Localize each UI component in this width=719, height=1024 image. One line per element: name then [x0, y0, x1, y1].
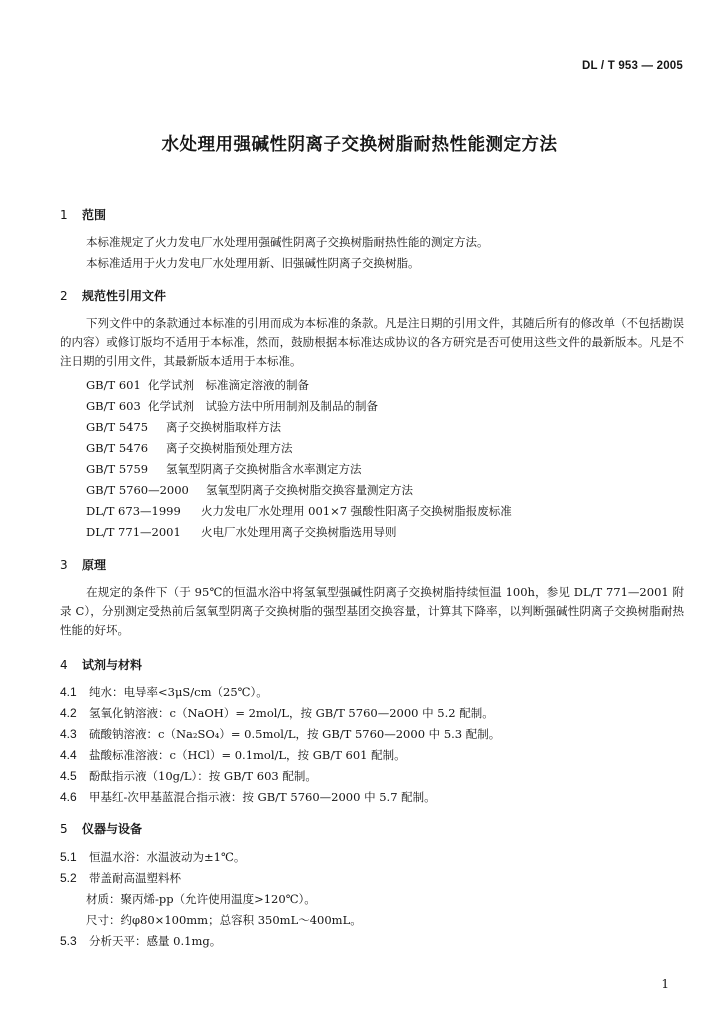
- section-number: 3: [60, 558, 68, 572]
- item-text: 酚酞指示液（10g/L）：按 GB/T 603 配制。: [89, 769, 317, 783]
- paragraph-text: 在规定的条件下（于 95℃的恒温水浴中将氢氧型强碱性阴离子交换树脂持续恒温 100h，参见 DL/T 771—2001 附录 C），分别测定受热前后氢氧型阴离子交换树脂的强型基团交换容量，计算其下降率，以判断强碱性阴离子交换树脂耐热性能的好坏。: [60, 585, 684, 637]
- item-text: 分析天平：感量 0.1mg。: [89, 934, 222, 948]
- section-4-heading: [60, 656, 142, 673]
- reference-title: 离子交换树脂取样方法: [166, 420, 281, 434]
- section-title: 原理: [82, 558, 107, 572]
- reference-title: 火力发电厂水处理用 001×7 强酸性阳离子交换树脂报废标准: [201, 504, 512, 518]
- reagent-item: [60, 789, 436, 805]
- reference-item: [86, 524, 397, 540]
- item-number: 4.1: [60, 685, 77, 699]
- reference-item: [86, 461, 362, 477]
- reagent-item: [60, 768, 317, 784]
- reference-code: GB/T 5759: [86, 462, 149, 476]
- item-number: 4.2: [60, 706, 77, 720]
- apparatus-detail-size: 尺寸：约φ80×100mm；总容积 350mL～400mL。: [86, 913, 362, 927]
- item-text: 盐酸标准溶液：c（HCl）= 0.1mol/L，按 GB/T 601 配制。: [89, 748, 406, 762]
- item-number: 4.5: [60, 769, 77, 783]
- reference-item: [86, 377, 309, 393]
- section-title: 范围: [82, 208, 107, 222]
- section-3-heading: [60, 556, 106, 573]
- apparatus-item: [60, 933, 221, 949]
- section-number: 1: [60, 208, 68, 222]
- page-number: 1: [661, 977, 669, 991]
- item-text: 甲基红-次甲基蓝混合指示液：按 GB/T 5760—2000 中 5.7 配制。: [89, 790, 436, 804]
- reference-code: GB/T 5760—2000: [86, 483, 189, 497]
- reagent-item: [60, 747, 406, 763]
- reference-code: DL/T 771—2001: [86, 525, 181, 539]
- reference-title: 化学试剂 试验方法中所用制剂及制品的制备: [148, 399, 378, 413]
- reference-code: DL/T 673—1999: [86, 504, 181, 518]
- item-text: 恒温水浴：水温波动为±1℃。: [89, 850, 246, 864]
- reference-code: GB/T 5476: [86, 441, 149, 455]
- reference-title: 化学试剂 标准滴定溶液的制备: [148, 378, 309, 392]
- apparatus-item: [60, 849, 245, 865]
- reference-title: 离子交换树脂预处理方法: [166, 441, 293, 455]
- reagent-item: [60, 684, 268, 700]
- principle-paragraph: [60, 583, 684, 640]
- reference-item: [86, 398, 378, 414]
- item-number: 5.3: [60, 934, 77, 948]
- item-text: 硫酸钠溶液：c（Na₂SO₄）= 0.5mol/L，按 GB/T 5760—2000 中 5.3 配制。: [89, 727, 501, 741]
- reference-code: GB/T 5475: [86, 420, 149, 434]
- section-number: 4: [60, 658, 68, 672]
- reference-item: [86, 419, 281, 435]
- section-5-heading: [60, 820, 142, 837]
- item-number: 5.2: [60, 871, 77, 885]
- item-number: 5.1: [60, 850, 77, 864]
- item-number: 4.3: [60, 727, 77, 741]
- paragraph-text: 下列文件中的条款通过本标准的引用而成为本标准的条款。凡是注日期的引用文件，其随后所有的修改单（不包括勘误的内容）或修订版均不适用于本标准，然而，鼓励根据本标准达成协议的各方研究是否可使用这些文件的最新版本。凡是不注日期的引用文件，其最新版本适用于本标准。: [60, 316, 684, 368]
- apparatus-detail-material: 材质：聚丙烯-pp（允许使用温度>120℃）。: [86, 892, 316, 906]
- section-title: 试剂与材料: [82, 658, 143, 672]
- reference-item: [86, 440, 293, 456]
- section-1-heading: [60, 206, 106, 223]
- section-2-heading: [60, 287, 166, 304]
- section-title: 规范性引用文件: [82, 289, 167, 303]
- scope-line-2: 本标准适用于火力发电厂水处理用新、旧强碱性阴离子交换树脂。: [86, 256, 420, 270]
- reference-code: GB/T 603: [86, 399, 141, 413]
- reference-item: [86, 503, 512, 519]
- scope-line-1: 本标准规定了火力发电厂水处理用强碱性阴离子交换树脂耐热性能的测定方法。: [86, 235, 489, 249]
- section-number: 2: [60, 289, 68, 303]
- reference-title: 氢氧型阴离子交换树脂交换容量测定方法: [206, 483, 413, 497]
- item-number: 4.4: [60, 748, 77, 762]
- reference-title: 火电厂水处理用离子交换树脂选用导则: [201, 525, 397, 539]
- reference-code: GB/T 601: [86, 378, 141, 392]
- item-number: 4.6: [60, 790, 77, 804]
- apparatus-item: [60, 870, 181, 886]
- reagent-item: [60, 726, 500, 742]
- document-title: 水处理用强碱性阴离子交换树脂耐热性能测定方法: [161, 135, 558, 155]
- reagent-item: [60, 705, 494, 721]
- item-text: 带盖耐高温塑料杯: [89, 871, 181, 885]
- item-text: 纯水：电导率<3μS/cm（25℃）。: [89, 685, 268, 699]
- item-text: 氢氧化钠溶液：c（NaOH）= 2mol/L，按 GB/T 5760—2000 中 5.2 配制。: [89, 706, 494, 720]
- standard-code: DL / T 953 — 2005: [582, 60, 683, 72]
- reference-title: 氢氧型阴离子交换树脂含水率测定方法: [166, 462, 362, 476]
- section-title: 仪器与设备: [82, 822, 143, 836]
- reference-item: [86, 482, 413, 498]
- section-number: 5: [60, 822, 68, 836]
- normative-references-paragraph: [60, 314, 684, 371]
